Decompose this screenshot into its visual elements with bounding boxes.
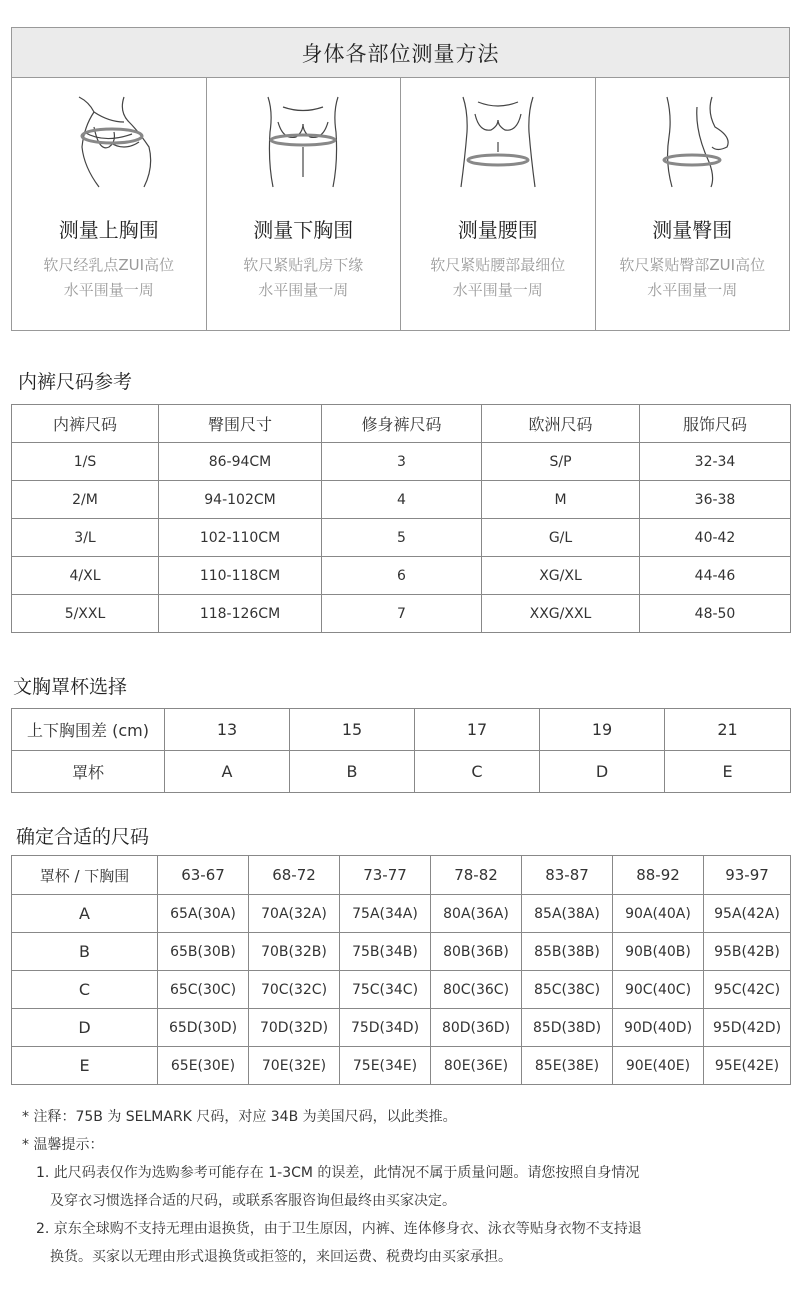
table-cell: B bbox=[290, 751, 415, 793]
table-row-label: 罩杯 bbox=[12, 751, 165, 793]
table-cell: 85E(38E) bbox=[522, 1047, 613, 1085]
table-cell: 5 bbox=[322, 519, 482, 557]
table-header: 88-92 bbox=[613, 856, 704, 895]
table-cell: 6 bbox=[322, 557, 482, 595]
tip-item: 1. 此尺码表仅作为选购参考可能存在 1-3CM 的误差，此情况不属于质量问题。请您按照自身情况 bbox=[36, 1165, 640, 1181]
measurement-title: 身体各部位测量方法 bbox=[12, 28, 789, 78]
table-row-label: E bbox=[12, 1047, 158, 1085]
table-cell: 5/XXL bbox=[12, 595, 159, 633]
table-cell: 80A(36A) bbox=[431, 895, 522, 933]
table-cell: 95B(42B) bbox=[704, 933, 791, 971]
table-cell: 65D(30D) bbox=[158, 1009, 249, 1047]
notes-section bbox=[22, 1103, 792, 1271]
table-cell: 13 bbox=[165, 709, 290, 751]
table-row bbox=[12, 971, 791, 1009]
table-header: 臀围尺寸 bbox=[159, 405, 322, 443]
measure-desc: 软尺经乳点ZUI高位 bbox=[43, 256, 175, 274]
table-row-label: C bbox=[12, 971, 158, 1009]
table-cell: 102-110CM bbox=[159, 519, 322, 557]
table-row-label: A bbox=[12, 895, 158, 933]
table-cell: 95A(42A) bbox=[704, 895, 791, 933]
table-corner-header: 罩杯 / 下胸围 bbox=[12, 856, 158, 895]
table-cell: 65B(30B) bbox=[158, 933, 249, 971]
table-cell: 75E(34E) bbox=[340, 1047, 431, 1085]
table-cell: 36-38 bbox=[640, 481, 791, 519]
table-row bbox=[12, 519, 791, 557]
table-cell: 17 bbox=[415, 709, 540, 751]
table-row-label: D bbox=[12, 1009, 158, 1047]
table-cell: 75B(34B) bbox=[340, 933, 431, 971]
underwear-size-table bbox=[11, 404, 791, 633]
table-cell: 80B(36B) bbox=[431, 933, 522, 971]
size-table bbox=[11, 855, 791, 1085]
hip-illustration bbox=[637, 92, 747, 192]
table-cell: 65C(30C) bbox=[158, 971, 249, 1009]
waist-illustration bbox=[443, 92, 553, 192]
table-cell: 80D(36D) bbox=[431, 1009, 522, 1047]
under-bust-illustration bbox=[248, 92, 358, 192]
table-cell: 85D(38D) bbox=[522, 1009, 613, 1047]
table-cell: 70A(32A) bbox=[249, 895, 340, 933]
cup-selection-table bbox=[11, 708, 791, 793]
table-cell: 3/L bbox=[12, 519, 159, 557]
table-cell: 48-50 bbox=[640, 595, 791, 633]
table-row bbox=[12, 1047, 791, 1085]
tip-item: 2. 京东全球购不支持无理由退换货，由于卫生原因，内裤、连体修身衣、泳衣等贴身衣物不支持退 bbox=[36, 1221, 642, 1237]
table-cell: E bbox=[665, 751, 791, 793]
table-header: 93-97 bbox=[704, 856, 791, 895]
upper-bust-illustration bbox=[54, 92, 164, 192]
table-row bbox=[12, 709, 791, 751]
measure-name: 测量上胸围 bbox=[58, 218, 159, 242]
measure-under-bust bbox=[207, 78, 402, 330]
table-row bbox=[12, 1009, 791, 1047]
underwear-section-title: 内裤尺码参考 bbox=[18, 371, 133, 393]
table-cell: 19 bbox=[540, 709, 665, 751]
table-row-label: 上下胸围差 (cm) bbox=[12, 709, 165, 751]
table-cell: 7 bbox=[322, 595, 482, 633]
table-cell: S/P bbox=[482, 443, 640, 481]
measure-hip bbox=[596, 78, 790, 330]
measure-upper-bust bbox=[12, 78, 207, 330]
table-cell: 75A(34A) bbox=[340, 895, 431, 933]
table-cell: 95E(42E) bbox=[704, 1047, 791, 1085]
table-cell: 85B(38B) bbox=[522, 933, 613, 971]
table-cell: 40-42 bbox=[640, 519, 791, 557]
measure-desc: 软尺紧贴腰部最细位 bbox=[430, 256, 566, 274]
table-cell: 70D(32D) bbox=[249, 1009, 340, 1047]
table-cell: C bbox=[415, 751, 540, 793]
table-header: 内裤尺码 bbox=[12, 405, 159, 443]
note-annotation: * 注释：75B 为 SELMARK 尺码，对应 34B 为美国尺码，以此类推。 bbox=[22, 1109, 457, 1125]
table-cell: 85C(38C) bbox=[522, 971, 613, 1009]
table-cell: 80C(36C) bbox=[431, 971, 522, 1009]
table-cell: 44-46 bbox=[640, 557, 791, 595]
table-cell: 2/M bbox=[12, 481, 159, 519]
table-cell: 32-34 bbox=[640, 443, 791, 481]
table-cell: 15 bbox=[290, 709, 415, 751]
table-row bbox=[12, 481, 791, 519]
measure-name: 测量下胸围 bbox=[253, 218, 354, 242]
table-row bbox=[12, 443, 791, 481]
measure-desc: 软尺紧贴乳房下缘 bbox=[243, 256, 364, 274]
table-cell: 118-126CM bbox=[159, 595, 322, 633]
table-cell: G/L bbox=[482, 519, 640, 557]
table-row bbox=[12, 595, 791, 633]
table-header: 63-67 bbox=[158, 856, 249, 895]
table-cell: 86-94CM bbox=[159, 443, 322, 481]
note-tips-heading: * 温馨提示： bbox=[22, 1137, 104, 1153]
table-row bbox=[12, 933, 791, 971]
table-cell: 21 bbox=[665, 709, 791, 751]
table-cell: 110-118CM bbox=[159, 557, 322, 595]
table-cell: 90E(40E) bbox=[613, 1047, 704, 1085]
measure-desc: 水平围量一周 bbox=[63, 281, 154, 299]
table-header: 83-87 bbox=[522, 856, 613, 895]
table-cell: 70E(32E) bbox=[249, 1047, 340, 1085]
table-cell: 85A(38A) bbox=[522, 895, 613, 933]
measure-name: 测量臀围 bbox=[652, 218, 733, 242]
table-cell: 65A(30A) bbox=[158, 895, 249, 933]
table-cell: 90B(40B) bbox=[613, 933, 704, 971]
size-section-title: 确定合适的尺码 bbox=[16, 826, 150, 848]
measure-desc: 水平围量一周 bbox=[452, 281, 543, 299]
table-cell: 75D(34D) bbox=[340, 1009, 431, 1047]
table-cell: D bbox=[540, 751, 665, 793]
table-row bbox=[12, 751, 791, 793]
table-cell: 70C(32C) bbox=[249, 971, 340, 1009]
table-row-label: B bbox=[12, 933, 158, 971]
table-cell: 95D(42D) bbox=[704, 1009, 791, 1047]
table-cell: 95C(42C) bbox=[704, 971, 791, 1009]
measure-name: 测量腰围 bbox=[457, 218, 538, 242]
table-cell: 75C(34C) bbox=[340, 971, 431, 1009]
table-cell: 4 bbox=[322, 481, 482, 519]
table-cell: 1/S bbox=[12, 443, 159, 481]
tip-item: 换货。买家以无理由形式退换货或拒签的，来回运费、税费均由买家承担。 bbox=[50, 1249, 512, 1265]
table-header: 服饰尺码 bbox=[640, 405, 791, 443]
table-cell: 70B(32B) bbox=[249, 933, 340, 971]
table-row bbox=[12, 557, 791, 595]
measure-desc: 软尺紧贴臀部ZUI高位 bbox=[619, 256, 766, 274]
table-header: 修身裤尺码 bbox=[322, 405, 482, 443]
table-cell: M bbox=[482, 481, 640, 519]
table-cell: 94-102CM bbox=[159, 481, 322, 519]
measure-waist bbox=[401, 78, 596, 330]
table-header: 73-77 bbox=[340, 856, 431, 895]
table-header: 欧洲尺码 bbox=[482, 405, 640, 443]
cup-section-title: 文胸罩杯选择 bbox=[13, 676, 128, 698]
table-header: 78-82 bbox=[431, 856, 522, 895]
table-cell: A bbox=[165, 751, 290, 793]
table-cell: 3 bbox=[322, 443, 482, 481]
table-row bbox=[12, 895, 791, 933]
measure-desc: 水平围量一周 bbox=[258, 281, 349, 299]
table-header: 68-72 bbox=[249, 856, 340, 895]
table-cell: 90A(40A) bbox=[613, 895, 704, 933]
table-cell: XG/XL bbox=[482, 557, 640, 595]
tip-item: 及穿衣习惯选择合适的尺码，或联系客服咨询但最终由买家决定。 bbox=[50, 1193, 456, 1209]
table-cell: 4/XL bbox=[12, 557, 159, 595]
table-cell: XXG/XXL bbox=[482, 595, 640, 633]
table-cell: 80E(36E) bbox=[431, 1047, 522, 1085]
table-cell: 65E(30E) bbox=[158, 1047, 249, 1085]
measure-desc: 水平围量一周 bbox=[647, 281, 738, 299]
table-cell: 90D(40D) bbox=[613, 1009, 704, 1047]
measurement-panel bbox=[11, 27, 790, 331]
table-cell: 90C(40C) bbox=[613, 971, 704, 1009]
